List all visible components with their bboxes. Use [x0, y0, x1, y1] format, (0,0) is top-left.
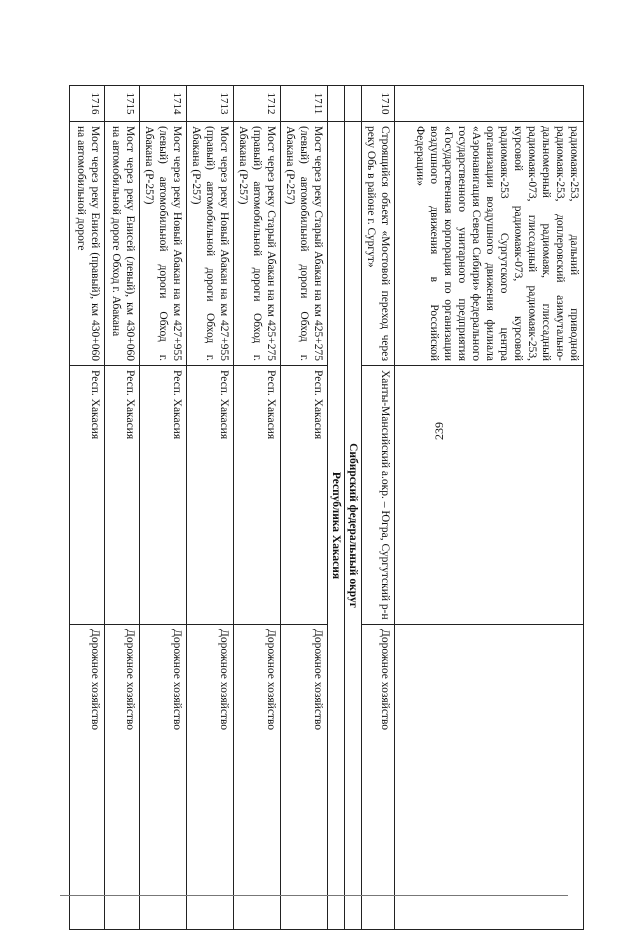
- cell-location: Респ. Хакасия: [187, 366, 234, 625]
- cell-number: 1711: [281, 86, 328, 122]
- table-row: [395, 86, 584, 930]
- table-row: [187, 86, 234, 930]
- cell-location: [395, 366, 584, 625]
- cell-number: [395, 86, 584, 122]
- cell-object-name: Мост через реку Енисей (левый), км 430+060 на автомобильной дороге Обход г. Абакана: [105, 122, 140, 366]
- cell-object-name: Мост через реку Старый Абакан на км 425+275 (правый) автомобильной дороги Обход г. Абакана (Р-257): [234, 122, 281, 366]
- region-heading-row: [328, 86, 345, 930]
- cell-location: Респ. Хакасия: [70, 366, 105, 625]
- cell-number: 1710: [362, 86, 395, 122]
- cell-object-name: Мост через реку Новый Абакан на км 427+955 (правый) автомобильной дороги Обход г. Абакана (Р-257): [187, 122, 234, 366]
- table-row: [234, 86, 281, 930]
- cell-empty: [328, 86, 345, 122]
- cell-object-name: Мост через реку Старый Абакан на км 425+275 (левый) автомобильной дороги Обход г. Абакана (Р-257): [281, 122, 328, 366]
- cell-location: Респ. Хакасия: [281, 366, 328, 625]
- cell-sector: Дорожное хозяйство: [234, 625, 281, 930]
- cell-location: Респ. Хакасия: [105, 366, 140, 625]
- table-row: [281, 86, 328, 930]
- cell-number: 1713: [187, 86, 234, 122]
- objects-table: [69, 85, 584, 930]
- cell-object-name: Мост через реку Новый Абакан на км 427+955 (левый) автомобильной дороги Обход г. Абакана (Р-257): [140, 122, 187, 366]
- cell-empty: [345, 86, 362, 122]
- cell-location: Ханты-Мансийский а.окр. – Югра, Сургутский р-н: [362, 366, 395, 625]
- district-heading: Сибирский федеральный округ: [345, 122, 362, 930]
- table-row: [362, 86, 395, 930]
- bottom-rule: [60, 895, 568, 896]
- rotated-table-sheet: [75, 85, 584, 893]
- district-heading-row: [345, 86, 362, 930]
- cell-number: 1714: [140, 86, 187, 122]
- cell-sector: Дорожное хозяйство: [70, 625, 105, 930]
- region-heading: Республика Хакасия: [328, 122, 345, 930]
- cell-sector: Дорожное хозяйство: [187, 625, 234, 930]
- cell-number: 1715: [105, 86, 140, 122]
- cell-number: 1712: [234, 86, 281, 122]
- cell-object-name: радиомаяк-253, дальний приводной радиомаяк-253, доплеровский азимутально-дальномерный радиомаяк, глиссадный радиомаяк-073, глиссадный радиомаяк-253, курсовой радиомаяк-073, курсовой радиомаяк-253 Сургутского центра организации воздушного движения филиала «Аэронавигация Севера Сибири» федерального государственного унитарного предприятия «Государственная корпорация по организации воздушного движения в Российской Федерации»: [395, 122, 584, 366]
- cell-location: Респ. Хакасия: [234, 366, 281, 625]
- table-row: [140, 86, 187, 930]
- cell-location: Респ. Хакасия: [140, 366, 187, 625]
- page-number: 239: [432, 422, 446, 440]
- cell-number: 1716: [70, 86, 105, 122]
- cell-sector: [395, 625, 584, 930]
- table-row: [70, 86, 105, 930]
- cell-object-name: Строящийся объект «Мостовой переход через реку Обь в районе г. Сургут»: [362, 122, 395, 366]
- cell-sector: Дорожное хозяйство: [105, 625, 140, 930]
- cell-object-name: Мост через реку Енисей (правый), км 430+060 на автомобильной дороге: [70, 122, 105, 366]
- cell-sector: Дорожное хозяйство: [362, 625, 395, 930]
- cell-sector: Дорожное хозяйство: [281, 625, 328, 930]
- cell-sector: Дорожное хозяйство: [140, 625, 187, 930]
- table-row: [105, 86, 140, 930]
